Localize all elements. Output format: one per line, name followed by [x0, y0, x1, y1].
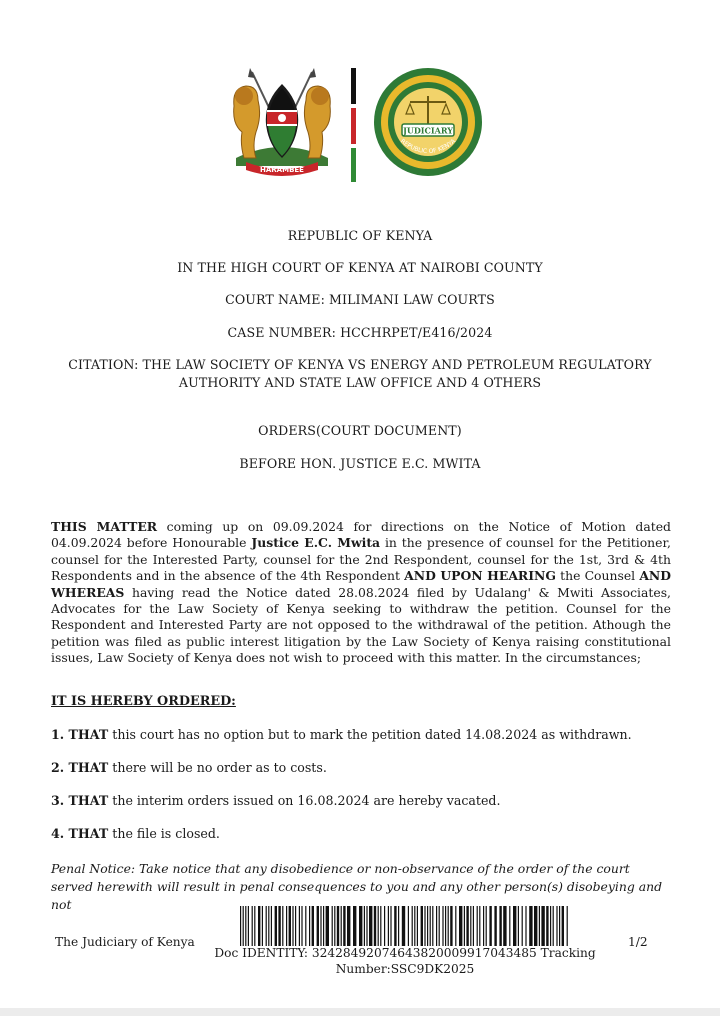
order-item — [51, 760, 327, 775]
seal-judiciary-text: JUDICIARY — [403, 125, 453, 136]
seal-republic-text: REPUBLIC OF KENYA — [399, 137, 457, 156]
order-number: 4. THAT — [51, 826, 109, 841]
order-number: 3. THAT — [51, 793, 109, 808]
tracking-number: Number:SSC9DK2025 — [335, 961, 475, 976]
order-text: there will be no order as to costs. — [108, 760, 327, 775]
body-paragraph — [51, 519, 671, 667]
kenya-coat-of-arms-icon — [222, 66, 342, 178]
body-text-3: the Counsel — [555, 568, 640, 584]
page-bottom-edge — [0, 1008, 720, 1016]
doc-identity-line: Doc IDENTITY: 32428492074643820009917043485 Tracking — [214, 946, 596, 960]
court-name: COURT NAME: MILIMANI LAW COURTS — [225, 292, 495, 307]
order-number: 1. THAT — [51, 727, 109, 742]
document-type: ORDERS(COURT DOCUMENT) — [258, 423, 462, 438]
court-heading: IN THE HIGH COURT OF KENYA AT NAIROBI COUNTY — [177, 260, 543, 275]
order-text: the file is closed. — [108, 826, 220, 841]
kenya-flag-bar-icon — [351, 68, 356, 182]
ordered-heading: IT IS HEREBY ORDERED: — [51, 694, 236, 709]
order-item — [51, 727, 632, 742]
citation-line-1: CITATION: THE LAW SOCIETY OF KENYA VS ENERGY AND PETROLEUM REGULATORY — [68, 357, 652, 372]
republic-heading: REPUBLIC OF KENYA — [287, 228, 433, 243]
barcode-icon — [240, 906, 570, 946]
penal-notice: Penal Notice: Take notice that any disobedience or non-observance of the order of the court served herewith will result in penal consequences to you and any other person(s) disobeying and not — [51, 861, 662, 912]
order-item — [51, 826, 220, 841]
case-number: CASE NUMBER: HCCHRPET/E416/2024 — [227, 325, 493, 340]
judiciary-seal-icon — [372, 66, 484, 178]
body-text-4: having read the Notice dated 28.08.2024 filed by Udalang' & Mwiti Associates, Advocates for the Law Society of Kenya seeking to withdraw the petition. Counsel for the Respondent and Interested Party are not opposed to the withdrawal of the petition. Athough the petition was filed as public interest litigation by the Law Society of Kenya raising constitutional issues, Law Society of Kenya does not wish to proceed with this matter. In the circumstances; — [51, 584, 671, 666]
citation-line-2: AUTHORITY AND STATE LAW OFFICE AND 4 OTHERS — [178, 375, 542, 390]
this-matter-label: THIS MATTER — [51, 519, 158, 534]
judge-name: Justice E.C. Mwita — [251, 535, 381, 551]
order-text: this court has no option but to mark the petition dated 14.08.2024 as withdrawn. — [108, 727, 632, 742]
logo-row — [0, 64, 720, 188]
doc-identity — [200, 946, 610, 977]
footer-issuer: The Judiciary of Kenya — [55, 935, 195, 949]
upon-hearing-label: AND UPON HEARING — [404, 568, 556, 584]
motto-text: HARAMBEE — [260, 166, 304, 174]
body-text-1: coming up on 09.09.2024 for directions on the Notice of Motion dated 04.09.2024 before Honourable — [51, 519, 671, 551]
whereas-label: AND WHEREAS — [51, 568, 671, 600]
page-number: 1/2 — [628, 935, 648, 949]
order-text: the interim orders issued on 16.08.2024 are hereby vacated. — [108, 793, 501, 808]
order-item — [51, 793, 501, 808]
body-text-2: in the presence of counsel for the Petitioner, counsel for the Interested Party, counsel for the 2nd Respondent, counsel for the 1st, 3rd & 4th Respondents and in the absence of the 4th Respondent — [51, 535, 671, 584]
judge-line: BEFORE HON. JUSTICE E.C. MWITA — [239, 456, 481, 471]
order-number: 2. THAT — [51, 760, 109, 775]
